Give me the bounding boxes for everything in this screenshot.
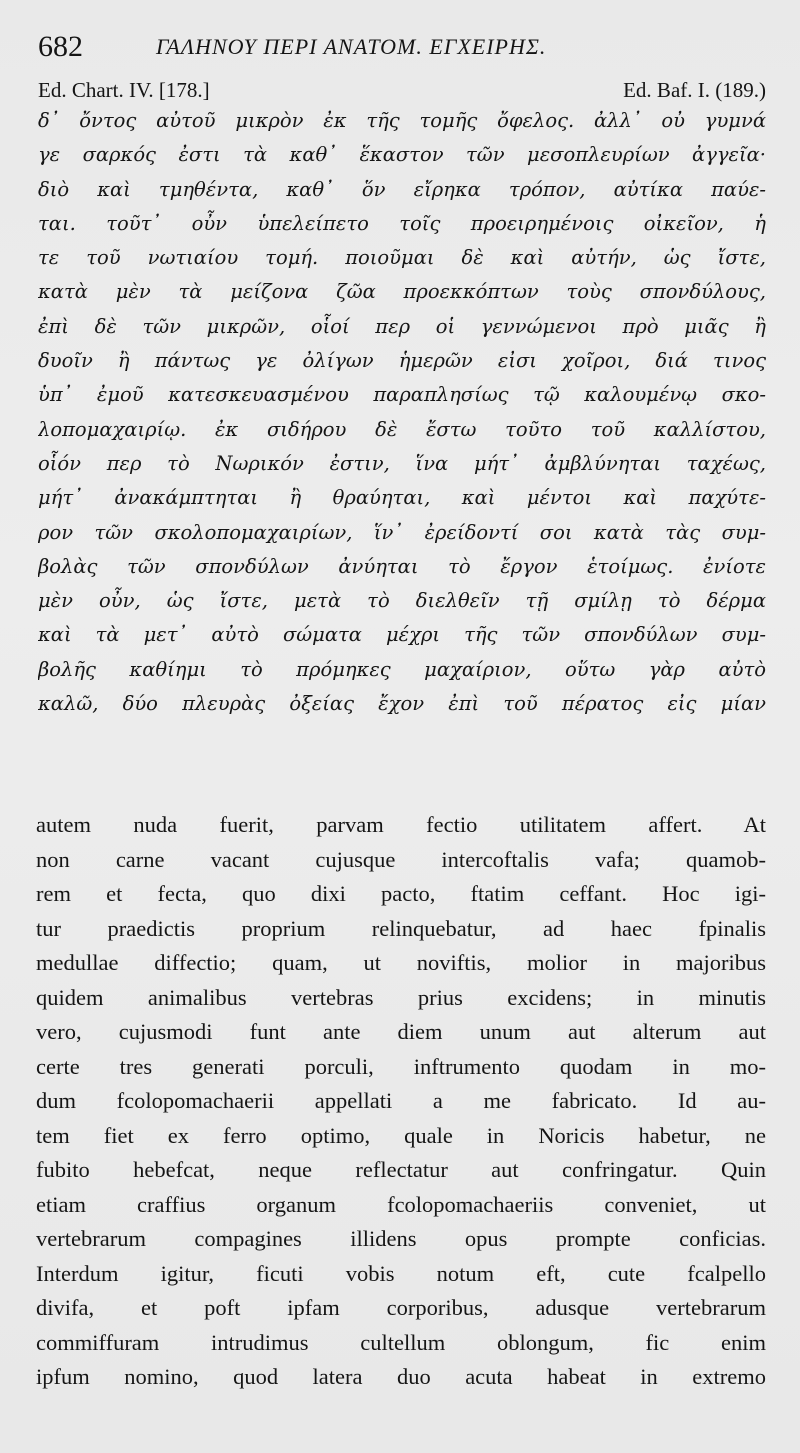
greek-line: δυοῖν ἢ πάντως γε ὀλίγων ἡμερῶν εἰσι χοῖροι, διά τινος bbox=[38, 349, 766, 373]
greek-line: οἷόν περ τὸ Νωρικόν ἐστιν, ἵνα μήτ᾽ ἀμβλύνηται ταχέως, bbox=[38, 451, 766, 475]
latin-line: quidem animalibus vertebras prius excidens; in minutis bbox=[36, 984, 766, 1010]
greek-line: γε σαρκός ἐστι τὰ καθ᾽ ἕκαστον τῶν μεσοπλευρίων ἀγγεῖα· bbox=[38, 143, 766, 167]
running-title: ΓΑΛΗΝΟΥ ΠΕΡΙ ΑΝΑΤΟΜ. ΕΓΧΕΙΡΗΣ. bbox=[156, 34, 547, 59]
greek-line: μήτ᾽ ἀνακάμπτηται ἢ θραύηται, καὶ μέντοι καὶ παχύτε- bbox=[38, 486, 766, 510]
latin-line: vero, cujusmodi funt ante diem unum aut alterum aut bbox=[36, 1019, 766, 1044]
page-header bbox=[38, 26, 768, 66]
latin-line: non carne vacant cujusque intercoftalis vafa; quamob- bbox=[36, 846, 766, 872]
latin-line: ipfum nomino, quod latera duo acuta habeat in extremo bbox=[36, 1364, 766, 1389]
greek-line: λοπομαχαιρίῳ. ἐκ σιδήρου δὲ ἔστω τοῦτο τοῦ καλλίστου, bbox=[38, 417, 766, 441]
greek-line: δ᾽ ὄντος αὐτοῦ μικρὸν ἐκ τῆς τομῆς ὄφελος. ἀλλ᾽ οὐ γυμνά bbox=[38, 109, 766, 132]
latin-line: etiam craffius organum fcolopomachaeriis conveniet, ut bbox=[36, 1191, 766, 1217]
edition-chart-reference: Ed. Chart. IV. [178.] bbox=[38, 78, 210, 102]
edition-references bbox=[38, 76, 766, 106]
latin-line: divifa, et poft ipfam corporibus, adusque vertebrarum bbox=[36, 1295, 766, 1320]
greek-line: καλῶ, δύο πλευρὰς ὀξείας ἔχον ἐπὶ τοῦ πέρατος εἰς μίαν bbox=[38, 692, 766, 716]
latin-line: vertebrarum compagines illidens opus prompte conficias. bbox=[36, 1226, 766, 1251]
greek-line: διὸ καὶ τμηθέντα, καθ᾽ ὅν εἴρηκα τρόπον, αὐτίκα παύε- bbox=[38, 177, 766, 201]
latin-line: medullae diffectio; quam, ut noviftis, molior in majoribus bbox=[36, 950, 766, 975]
greek-line: ὑπ᾽ ἐμοῦ κατεσκευασμένου παραπλησίως τῷ καλουμένῳ σκο- bbox=[38, 383, 766, 407]
latin-line: dum fcolopomachaerii appellati a me fabricato. Id au- bbox=[36, 1088, 766, 1113]
greek-text-block bbox=[38, 104, 766, 721]
greek-line: βολὰς τῶν σπονδύλων ἀνύηται τὸ ἔργον ἑτοίμως. ἐνίοτε bbox=[38, 554, 766, 578]
greek-line: μὲν οὖν, ὡς ἴστε, μετὰ τὸ διελθεῖν τῇ σμίλῃ τὸ δέρμα bbox=[38, 589, 766, 613]
latin-line: autem nuda fuerit, parvam fectio utilitatem affert. At bbox=[36, 812, 766, 837]
greek-line: τε τοῦ νωτιαίου τομή. ποιοῦμαι δὲ καὶ αὐτήν, ὡς ἴστε, bbox=[38, 246, 766, 270]
greek-line: καὶ τὰ μετ᾽ αὐτὸ σώματα μέχρι τῆς τῶν σπονδύλων συμ- bbox=[38, 623, 766, 647]
latin-line: rem et fecta, quo dixi pacto, ftatim ceffant. Hoc igi- bbox=[36, 881, 766, 906]
latin-line: commiffuram intrudimus cultellum oblongum, fic enim bbox=[36, 1329, 766, 1355]
greek-line: ται. τοῦτ᾽ οὖν ὑπελείπετο τοῖς προειρημένοις οἰκεῖον, ἡ bbox=[38, 211, 766, 235]
greek-line: βολῆς καθίημι τὸ πρόμηκες μαχαίριον, οὕτω γὰρ αὐτὸ bbox=[38, 657, 766, 681]
latin-line: certe tres generati porculi, inftrumento quodam in mo- bbox=[36, 1053, 766, 1079]
latin-line: Interdum igitur, ficuti vobis notum eft, cute fcalpello bbox=[36, 1260, 766, 1286]
latin-text-block bbox=[36, 808, 766, 1395]
page-number: 682 bbox=[38, 30, 83, 63]
greek-line: ἐπὶ δὲ τῶν μικρῶν, οἷοί περ οἱ γεννώμενοι πρὸ μιᾶς ἢ bbox=[38, 314, 766, 338]
latin-line: tem fiet ex ferro optimo, quale in Noricis habetur, ne bbox=[36, 1122, 766, 1148]
edition-basel-reference: Ed. Baf. I. (189.) bbox=[623, 78, 766, 102]
greek-line: κατὰ μὲν τὰ μείζονα ζῶα προεκκόπτων τοὺς σπονδύλους, bbox=[38, 280, 766, 304]
latin-line: tur praedictis proprium relinquebatur, ad haec fpinalis bbox=[36, 915, 766, 941]
greek-line: ρον τῶν σκολοπομαχαιρίων, ἵν᾽ ἐρείδοντί σοι κατὰ τὰς συμ- bbox=[38, 520, 766, 544]
latin-line: fubito hebefcat, neque reflectatur aut confringatur. Quin bbox=[36, 1157, 766, 1182]
